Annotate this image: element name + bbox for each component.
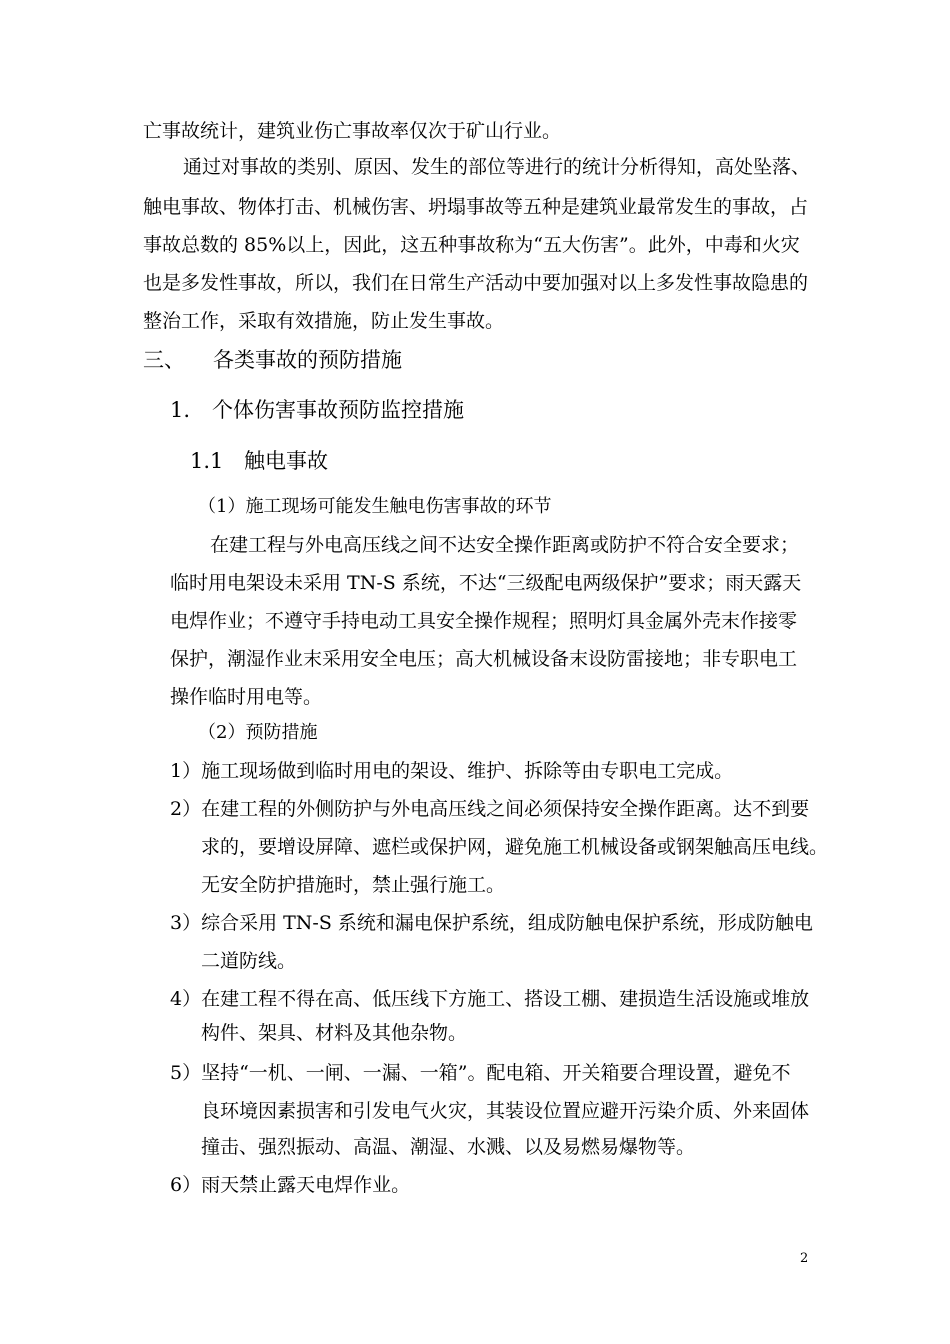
measure-line-2: 2）在建工程的外侧防护与外电高压线之间必须保持安全操作距离。达不到要: [170, 798, 810, 820]
measure-line-11: 撞击、强烈振动、高温、潮湿、水溅、以及易燃易爆物等。: [201, 1136, 696, 1158]
measure-line-7: 4）在建工程不得在高、低压线下方施工、搭设工棚、建损造生活设施或堆放: [170, 988, 810, 1010]
sub1-line-2: 临时用电架设未采用 TN-S 系统，不达“三级配电两级保护”要求；雨天露天: [170, 572, 802, 594]
section-title: 个体伤害事故预防监控措施: [212, 398, 464, 422]
measure-line-8: 构件、架具、材料及其他杂物。: [201, 1022, 468, 1044]
section-number: 1.1: [190, 449, 224, 473]
intro-line-4: 事故总数的 85%以上，因此，这五种事故称为“五大伤害”。此外，中毒和火灾: [143, 234, 800, 256]
measure-line-9: 5）坚持“一机、一闸、一漏、一箱”。配电箱、开关箱要合理设置，避免不: [170, 1062, 791, 1084]
section-title: 各类事故的预防措施: [213, 348, 402, 372]
subheading-1: （1）施工现场可能发生触电伤害事故的环节: [198, 496, 552, 517]
measure-line-4: 无安全防护措施时，禁止强行施工。: [201, 874, 506, 896]
measure-line-6: 二道防线。: [201, 950, 297, 972]
sub1-line-1: 在建工程与外电高压线之间不达安全操作距离或防护不符合安全要求；: [210, 534, 800, 556]
intro-line-6: 整治工作，采取有效措施，防止发生事故。: [143, 310, 505, 332]
measure-line-1: 1）施工现场做到临时用电的架设、维护、拆除等由专职电工完成。: [170, 760, 734, 782]
intro-line-3: 触电事故、物体打击、机械伤害、坍塌事故等五种是建筑业最常发生的事故，占: [143, 196, 809, 218]
page-number: 2: [800, 1251, 809, 1266]
section-title: 触电事故: [244, 449, 328, 473]
measure-line-5: 3）综合采用 TN-S 系统和漏电保护系统，组成防触电保护系统，形成防触电: [170, 912, 813, 934]
section-number: 1.: [170, 398, 191, 422]
section-heading-3-1-1: [190, 447, 328, 475]
intro-line-2: 通过对事故的类别、原因、发生的部位等进行的统计分析得知，高处坠落、: [183, 156, 811, 178]
intro-line-5: 也是多发性事故，所以，我们在日常生产活动中要加强对以上多发性事故隐患的: [143, 272, 809, 294]
sub1-line-3: 电焊作业；不遵守手持电动工具安全操作规程；照明灯具金属外壳末作接零: [170, 610, 798, 632]
sub1-line-5: 操作临时用电等。: [170, 686, 323, 708]
section-heading-3: [143, 346, 402, 374]
intro-line-1: 亡事故统计，建筑业伤亡事故率仅次于矿山行业。: [143, 120, 562, 142]
measure-line-10: 良环境因素损害和引发电气火灾，其装设位置应避开污染介质、外来固体: [201, 1100, 810, 1122]
measure-line-3: 求的，要增设屏障、遮栏或保护网，避免施工机械设备或钢架触高压电线。: [201, 836, 829, 858]
measure-line-12: 6）雨天禁止露天电焊作业。: [170, 1174, 411, 1196]
subheading-2: （2）预防措施: [198, 722, 318, 743]
section-heading-3-1: [170, 396, 464, 424]
sub1-line-4: 保护，潮湿作业末采用安全电压；高大机械设备末设防雷接地；非专职电工: [170, 648, 798, 670]
section-number: 三、: [143, 348, 185, 372]
